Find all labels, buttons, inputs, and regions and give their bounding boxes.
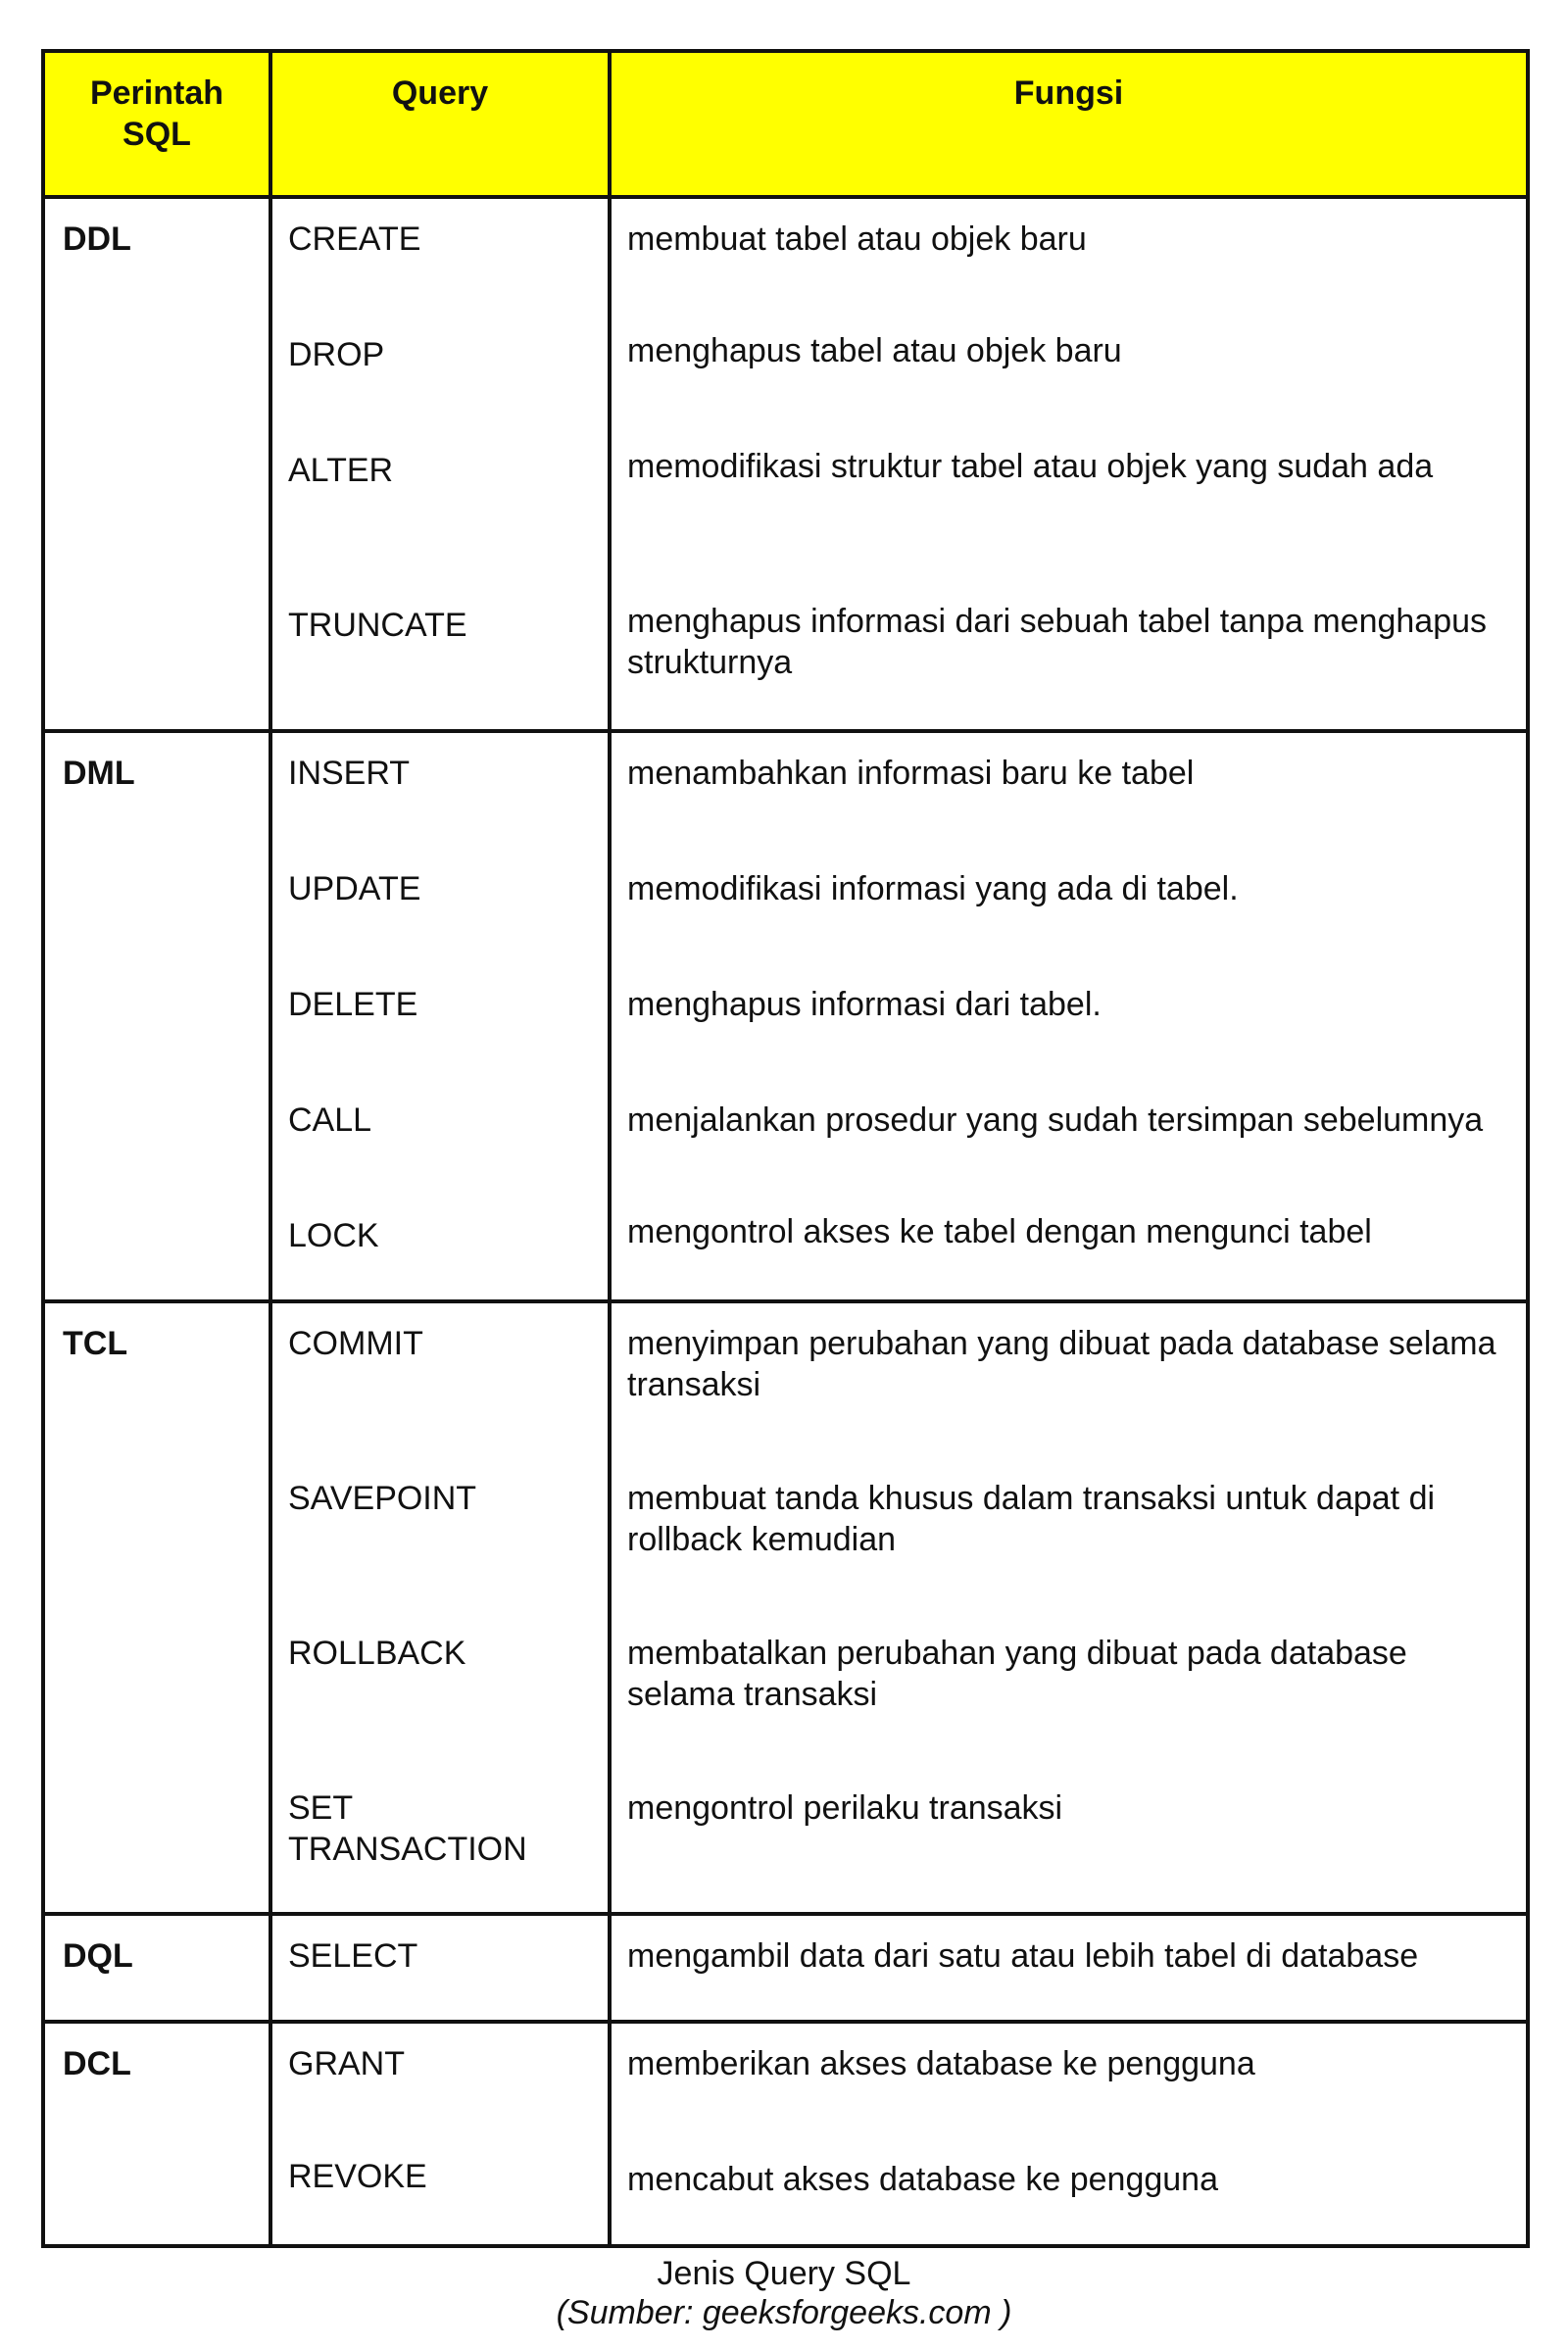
fungsi-cell xyxy=(610,1301,1528,1914)
query-keyword: CALL xyxy=(288,1101,372,1139)
group-label-tcl: TCL xyxy=(43,1301,270,1914)
fungsi-description: memodifikasi informasi yang ada di tabel. xyxy=(627,870,1239,907)
table-row xyxy=(43,2022,1528,2246)
fungsi-cell xyxy=(610,731,1528,1301)
fungsi-description: menghapus informasi dari tabel. xyxy=(627,986,1102,1023)
query-keyword: TRUNCATE xyxy=(288,607,467,644)
query-cell xyxy=(270,731,610,1301)
group-label-dml: DML xyxy=(43,731,270,1301)
fungsi-description: menghapus tabel atau objek baru xyxy=(627,332,1122,369)
fungsi-cell xyxy=(610,2022,1528,2246)
header-query: Query xyxy=(270,51,610,197)
fungsi-description: memberikan akses database ke pengguna xyxy=(627,2045,1255,2082)
query-keyword: DELETE xyxy=(288,986,418,1023)
query-keyword: GRANT xyxy=(288,2045,405,2082)
fungsi-description: memodifikasi struktur tabel atau objek yang sudah ada xyxy=(627,448,1434,485)
group-label-dql: DQL xyxy=(43,1914,270,2022)
figure-caption-source: (Sumber: geeksforgeeks.com ) xyxy=(556,2294,1012,2331)
header-fungsi: Fungsi xyxy=(610,51,1528,197)
query-cell xyxy=(270,2022,610,2246)
fungsi-description: menghapus informasi dari sebuah tabel tanpa menghapus strukturnya xyxy=(627,603,1488,681)
fungsi-description: menambahkan informasi baru ke tabel xyxy=(627,755,1195,792)
group-label-ddl: DDL xyxy=(43,197,270,731)
query-keyword: SELECT xyxy=(288,1937,418,1975)
query-keyword: COMMIT xyxy=(288,1325,423,1362)
fungsi-description: menyimpan perubahan yang dibuat pada database selama transaksi xyxy=(627,1325,1496,1403)
query-keyword: ALTER xyxy=(288,452,394,489)
fungsi-description: membuat tanda khusus dalam transaksi untuk dapat di rollback kemudian xyxy=(627,1480,1436,1558)
table-header-row xyxy=(43,51,1528,197)
query-keyword: INSERT xyxy=(288,755,411,792)
query-cell xyxy=(270,197,610,731)
fungsi-description: mengontrol perilaku transaksi xyxy=(627,1789,1063,1827)
query-keyword: UPDATE xyxy=(288,870,421,907)
query-cell xyxy=(270,1301,610,1914)
query-keyword: SET TRANSACTION xyxy=(288,1789,527,1868)
header-perintah-sql: Perintah SQL xyxy=(43,51,270,197)
figure-caption-title: Jenis Query SQL xyxy=(657,2255,911,2292)
table-row xyxy=(43,1914,1528,2022)
query-keyword: SAVEPOINT xyxy=(288,1480,477,1517)
group-label-dcl: DCL xyxy=(43,2022,270,2246)
query-keyword: ROLLBACK xyxy=(288,1635,466,1672)
query-keyword: DROP xyxy=(288,336,385,373)
table-row xyxy=(43,1301,1528,1914)
query-keyword: CREATE xyxy=(288,220,421,258)
fungsi-description: membuat tabel atau objek baru xyxy=(627,220,1087,258)
fungsi-description: mengontrol akses ke tabel dengan mengunci tabel xyxy=(627,1213,1372,1250)
query-cell xyxy=(270,1914,610,2022)
sql-query-table xyxy=(41,49,1530,2248)
table-row xyxy=(43,197,1528,731)
fungsi-description: mencabut akses database ke pengguna xyxy=(627,2161,1219,2198)
table-row xyxy=(43,731,1528,1301)
fungsi-description: menjalankan prosedur yang sudah tersimpan sebelumnya xyxy=(627,1101,1484,1139)
query-keyword: LOCK xyxy=(288,1217,379,1254)
query-keyword: REVOKE xyxy=(288,2158,427,2195)
fungsi-cell xyxy=(610,197,1528,731)
fungsi-description: membatalkan perubahan yang dibuat pada database selama transaksi xyxy=(627,1635,1407,1713)
fungsi-description: mengambil data dari satu atau lebih tabel di database xyxy=(627,1937,1419,1975)
fungsi-cell xyxy=(610,1914,1528,2022)
